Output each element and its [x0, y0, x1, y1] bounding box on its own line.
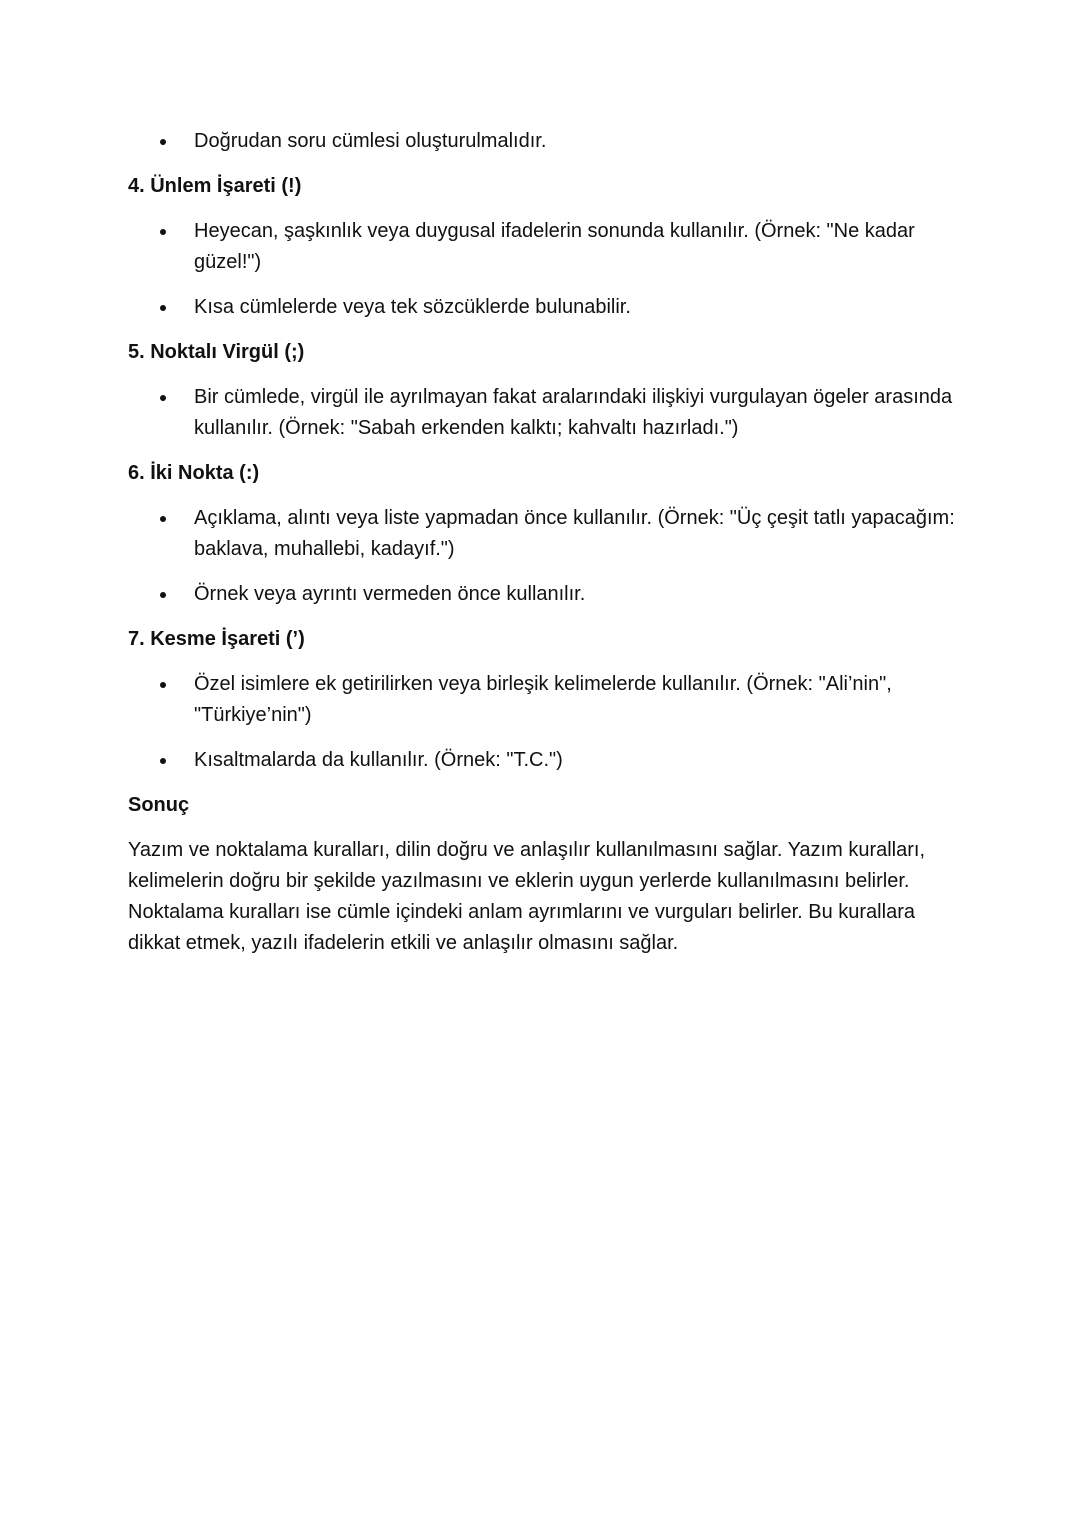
section-noktali-virgul — [128, 337, 958, 444]
section-heading: 7. Kesme İşareti (’) — [128, 628, 305, 650]
document-page — [128, 126, 958, 959]
section-heading: 6. İki Nokta (:) — [128, 462, 260, 484]
bullet-icon — [160, 139, 166, 145]
section-heading: 4. Ünlem İşareti (!) — [128, 175, 302, 197]
intro-bullet-list — [128, 126, 958, 157]
list-item — [128, 216, 958, 278]
bullet-text: Açıklama, alıntı veya liste yapmadan önce kullanılır. (Örnek: "Üç çeşit tatlı yapacağım: baklava, muhallebi, kadayıf.") — [194, 507, 955, 560]
bullet-text: Kısaltmalarda da kullanılır. (Örnek: "T.C.") — [194, 749, 563, 771]
list-item — [128, 292, 958, 323]
bullet-list — [128, 382, 958, 444]
bullet-icon — [160, 516, 166, 522]
section-conclusion — [128, 790, 958, 959]
bullet-list — [128, 216, 958, 323]
conclusion-heading: Sonuç — [128, 794, 190, 816]
section-kesme-isareti — [128, 624, 958, 776]
bullet-text: Kısa cümlelerde veya tek sözcüklerde bulunabilir. — [194, 296, 631, 318]
bullet-text: Özel isimlere ek getirilirken veya birleşik kelimelerde kullanılır. (Örnek: "Ali’nin", "Türkiye’nin") — [194, 673, 892, 726]
bullet-icon — [160, 229, 166, 235]
conclusion-paragraph: Yazım ve noktalama kuralları, dilin doğru ve anlaşılır kullanılmasını sağlar. Yazım kuralları, kelimelerin doğru bir şekilde yazılmasını ve eklerin uygun yerlerde kullanılmasını belirler. Noktalama kuralları ise cümle içindeki anlam ayrımlarını ve vurguları belirler. Bu kurallara dikkat etmek, yazılı ifadelerin etkili ve anlaşılır olmasını sağlar. — [128, 839, 926, 954]
bullet-text: Bir cümlede, virgül ile ayrılmayan fakat aralarındaki ilişkiyi vurgulayan ögeler arasında kullanılır. (Örnek: "Sabah erkenden kalktı; kahvaltı hazırladı.") — [194, 386, 953, 439]
bullet-list — [128, 669, 958, 776]
section-unlem — [128, 171, 958, 323]
bullet-text: Örnek veya ayrıntı vermeden önce kullanılır. — [194, 583, 586, 605]
bullet-icon — [160, 395, 166, 401]
bullet-text: Doğrudan soru cümlesi oluşturulmalıdır. — [194, 130, 547, 152]
bullet-text: Heyecan, şaşkınlık veya duygusal ifadelerin sonunda kullanılır. (Örnek: "Ne kadar güzel!") — [194, 220, 915, 273]
list-item — [128, 745, 958, 776]
list-item — [128, 126, 958, 157]
bullet-icon — [160, 305, 166, 311]
list-item — [128, 382, 958, 444]
list-item — [128, 669, 958, 731]
list-item — [128, 579, 958, 610]
bullet-icon — [160, 682, 166, 688]
section-iki-nokta — [128, 458, 958, 610]
bullet-icon — [160, 592, 166, 598]
bullet-icon — [160, 758, 166, 764]
bullet-list — [128, 503, 958, 610]
list-item — [128, 503, 958, 565]
section-heading: 5. Noktalı Virgül (;) — [128, 341, 305, 363]
